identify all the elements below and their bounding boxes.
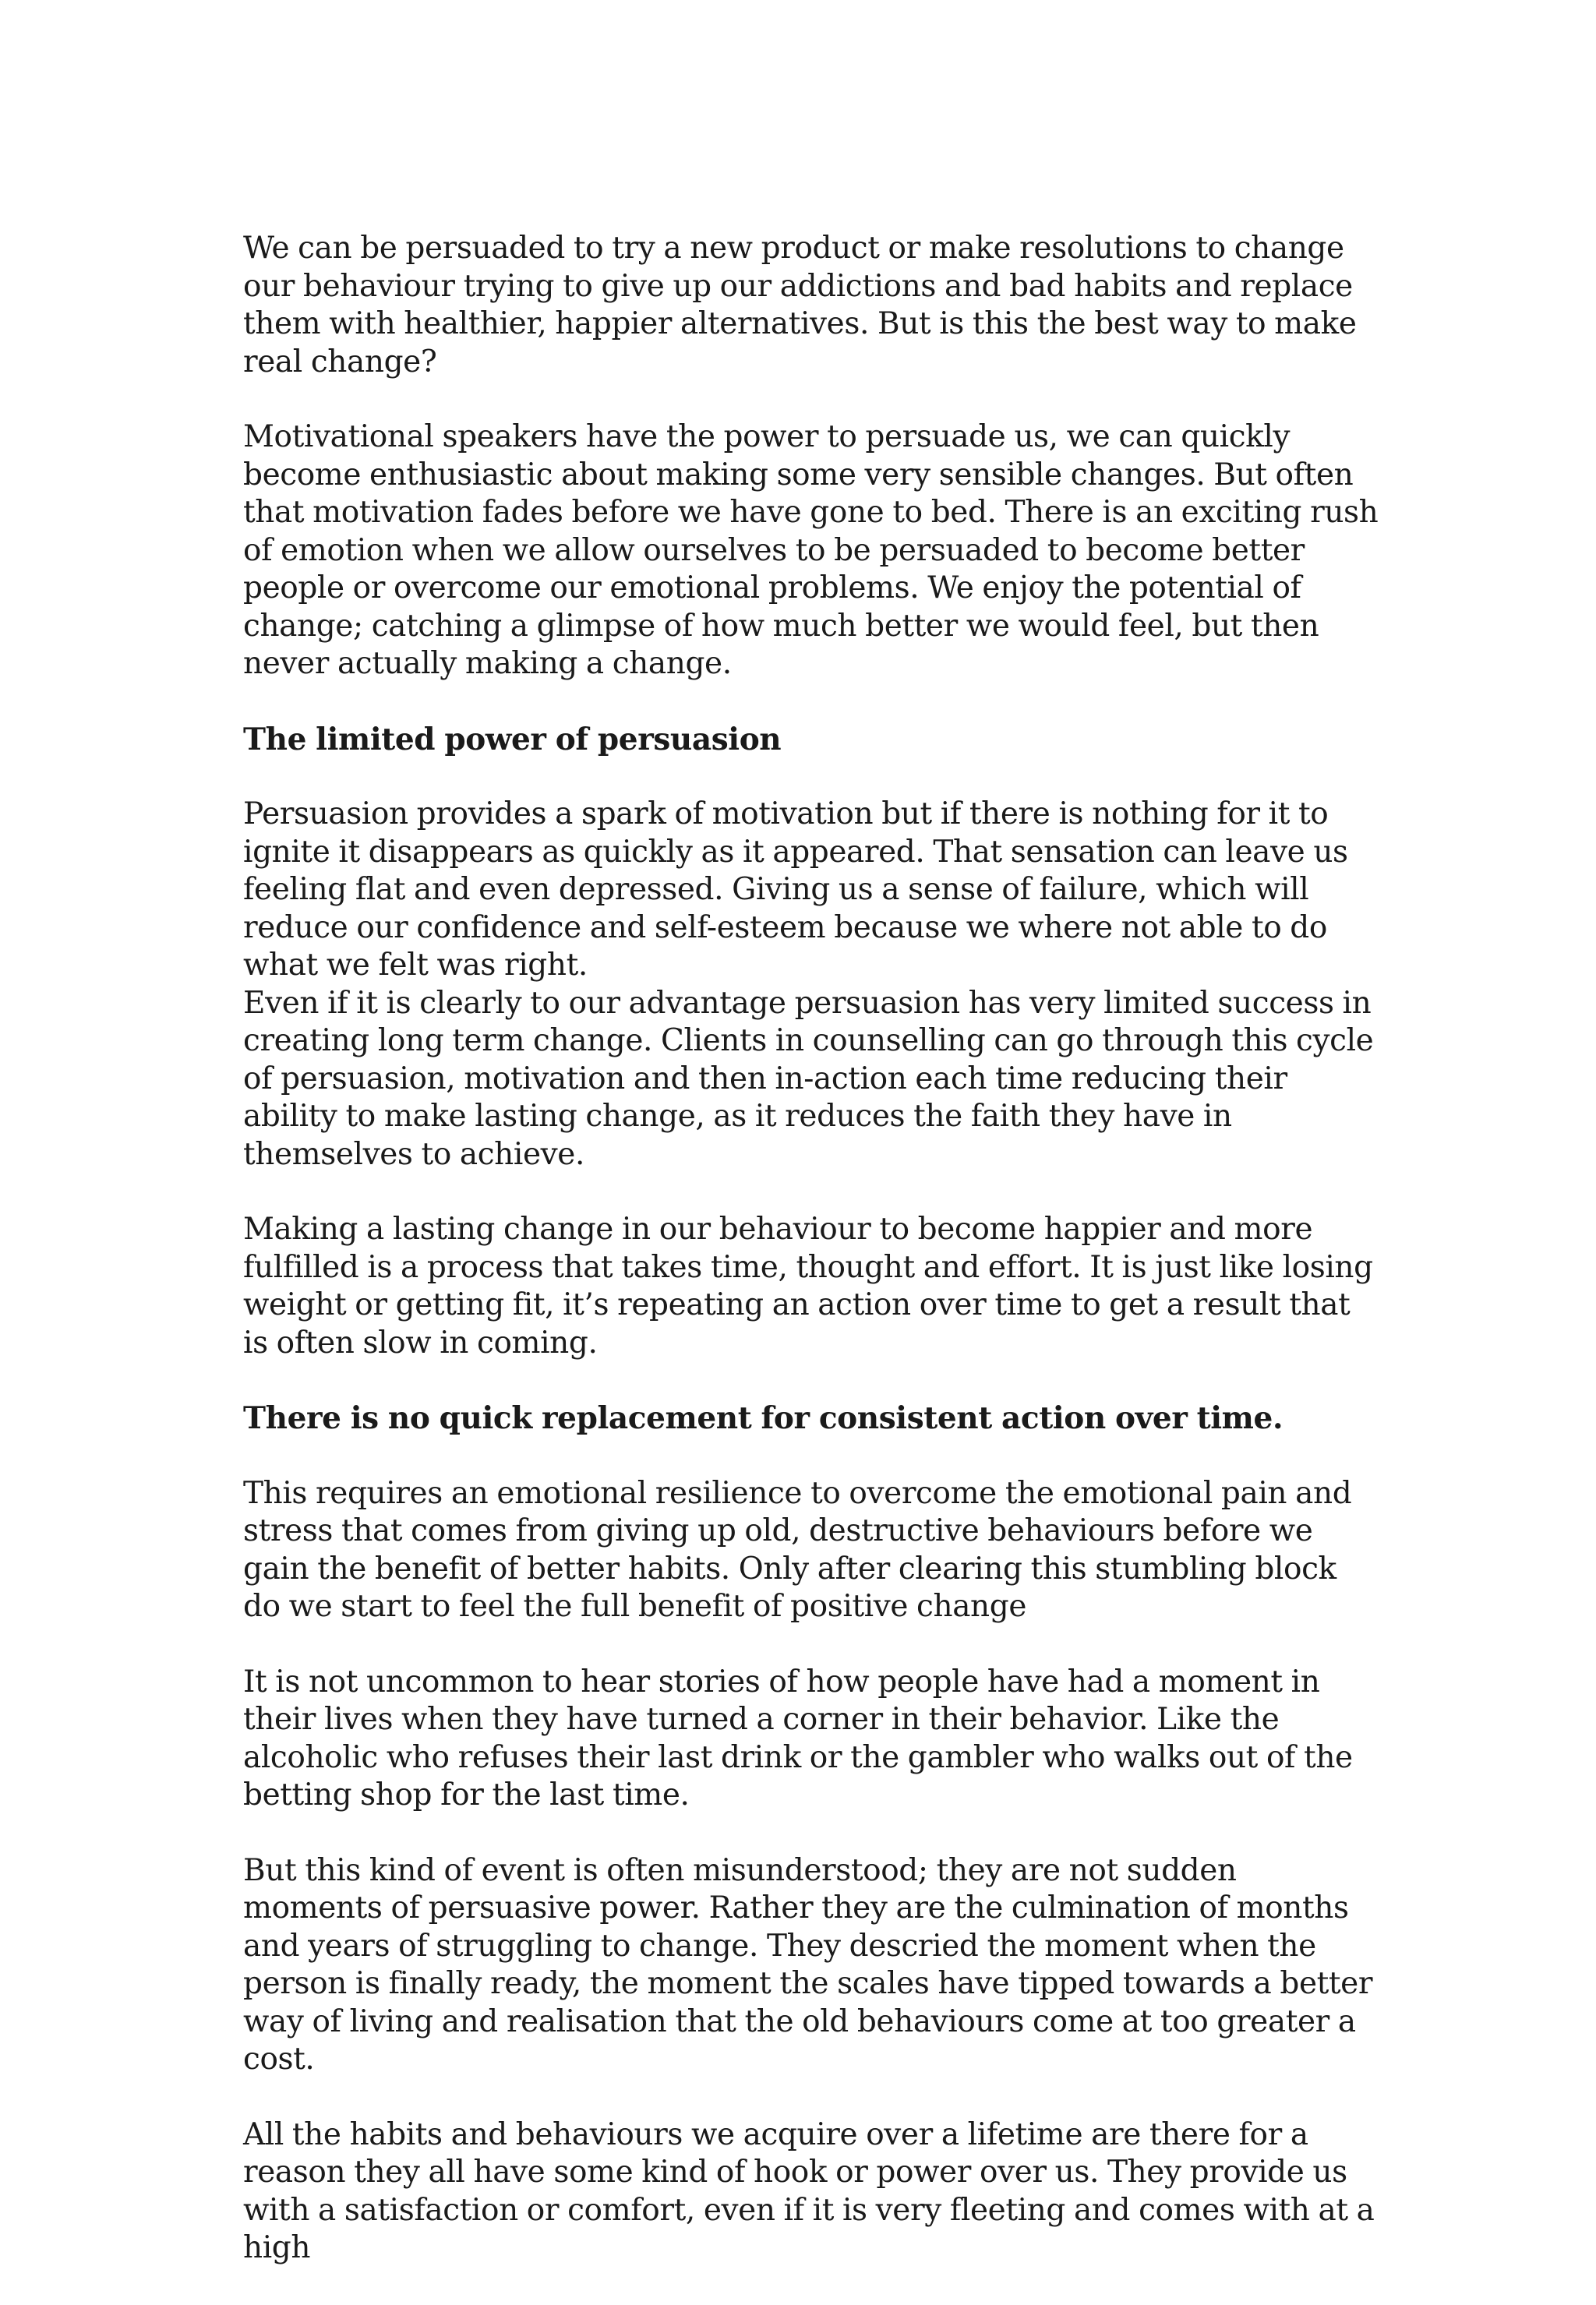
- paragraph-misunderstood-event: But this kind of event is often misunderstood; they are not sudden moments of persuasive power. Rather they are the culmination of months and years of struggling to change. They descried the moment when the person is finally ready, the moment the scales have tipped towards a better way of living and realisation that the old behaviours come at too greater a cost.: [243, 1852, 1373, 2077]
- paragraph-habits-hook: All the habits and behaviours we acquire over a lifetime are there for a reason they all have some kind of hook or power over us. They provide us with a satisfaction or comfort, even if it is very fleeting and comes with at a high: [243, 2116, 1375, 2265]
- paragraph-emotional-resilience: This requires an emotional resilience to overcome the emotional pain and stress that comes from giving up old, destructive behaviours before we gain the benefit of better habits. Only after clearing this stumbling block do we start to feel the full benefit of positive change: [243, 1475, 1352, 1624]
- document-page: [243, 230, 1381, 2305]
- paragraph-motivational-speakers: Motivational speakers have the power to persuade us, we can quickly become enthusiastic about making some very sensible changes. But often that motivation fades before we have gone to bed. There is an exciting rush of emotion when we allow ourselves to be persuaded to become better people or overcome our emotional problems. We enjoy the potential of change; catching a glimpse of how much better we would feel, but then never actually making a change.: [243, 419, 1379, 681]
- paragraph-lasting-change: Making a lasting change in our behaviour to become happier and more fulfilled is a process that takes time, thought and effort. It is just like losing weight or getting fit, it’s repeating an action over time to get a result that is often slow in coming.: [243, 1212, 1373, 1361]
- paragraph-long-term-change: Even if it is clearly to our advantage persuasion has very limited success in creating long term change. Clients in counselling can go through this cycle of persuasion, motivation and then in-action each time reducing their ability to make lasting change, as it reduces the faith they have in themselves to achieve.: [243, 985, 1374, 1172]
- heading-no-quick-replacement: There is no quick replacement for consistent action over time.: [243, 1400, 1284, 1436]
- paragraph-intro: We can be persuaded to try a new product or make resolutions to change our behaviour trying to give up our addictions and bad habits and replace them with healthier, happier alternatives. But is this the best way to make real change?: [243, 231, 1357, 379]
- heading-limited-power: The limited power of persuasion: [243, 721, 782, 757]
- paragraph-persuasion-spark: Persuasion provides a spark of motivation but if there is nothing for it to ignite it disappears as quickly as it appeared. That sensation can leave us feeling flat and even depressed. Giving us a sense of failure, which will reduce our confidence and self-esteem because we where not able to do what we felt was right.: [243, 796, 1348, 983]
- paragraph-turned-a-corner: It is not uncommon to hear stories of how people have had a moment in their lives when they have turned a corner in their behavior. Like the alcoholic who refuses their last drink or the gambler who walks out of the betting shop for the last time.: [243, 1664, 1353, 1813]
